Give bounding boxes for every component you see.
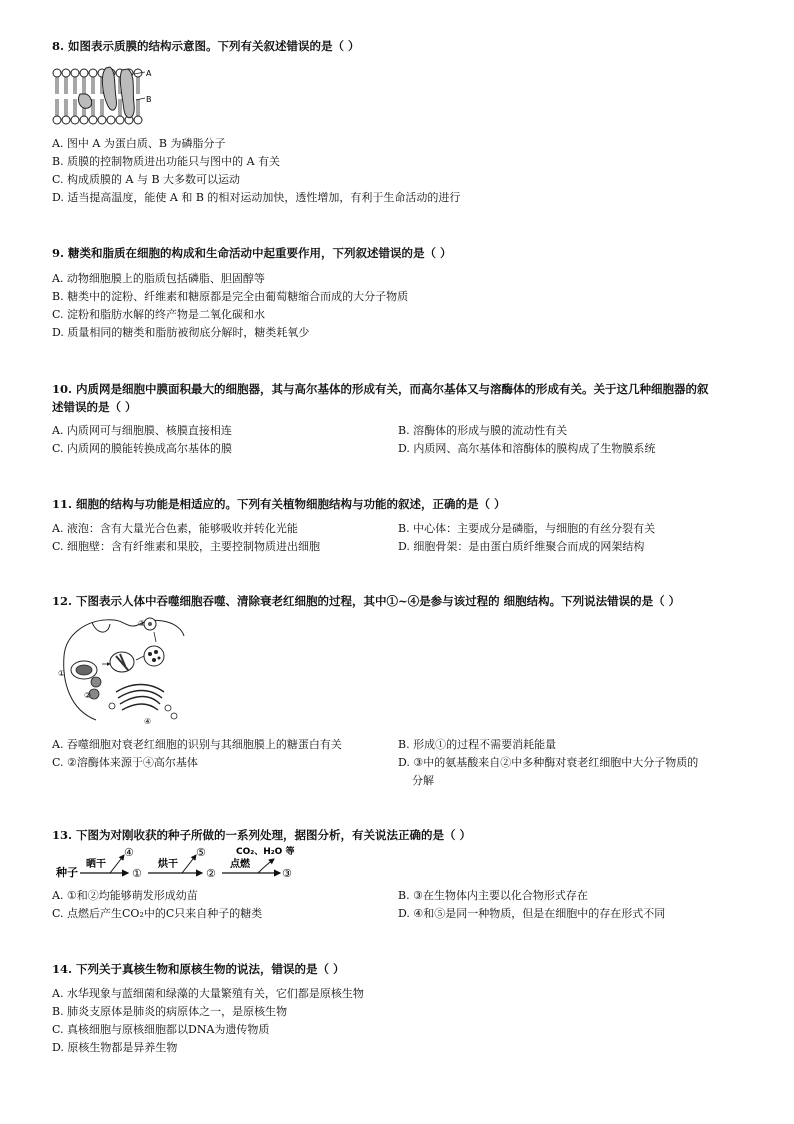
product-3: ③ xyxy=(282,867,292,880)
seed-treatment-flow xyxy=(52,843,312,881)
oven-dry-label: 烘干 xyxy=(158,859,178,870)
option-d: D. ③中的氨基酸来自②中多种酶对衰老红细胞中大分子物质的 xyxy=(398,756,699,769)
option-b: B. 溶酶体的形成与膜的流动性有关 xyxy=(398,424,568,437)
sun-dry-label: 晒干 xyxy=(86,859,106,870)
option-a: A. 吞噬细胞对衰老红细胞的识别与其细胞膜上的糖蛋白有关 xyxy=(52,738,342,751)
option-a: A. 水华现象与蓝细菌和绿藻的大量繁殖有关，它们都是原核生物 xyxy=(52,987,364,1000)
option-c: C. 构成质膜的 A 与 B 大多数可以运动 xyxy=(52,173,241,186)
option-c: C. 真核细胞与原核细胞都以DNA为遗传物质 xyxy=(52,1023,270,1036)
question-10-stem-line2: 述错误的是（ ） xyxy=(52,400,137,414)
option-a: A. 图中 A 为蛋白质、B 为磷脂分子 xyxy=(52,137,226,150)
option-a: A. ①和②均能够萌发形成幼苗 xyxy=(52,889,198,902)
product-5: ⑤ xyxy=(196,846,206,859)
label-1: ① xyxy=(58,669,66,678)
question-8-stem: 8. 如图表示质膜的结构示意图。下列有关叙述错误的是（ ） xyxy=(52,39,360,53)
option-c: C. 细胞壁：含有纤维素和果胶，主要控制物质进出细胞 xyxy=(52,540,321,553)
option-d: D. 原核生物都是异养生物 xyxy=(52,1041,178,1054)
seed-label: 种子 xyxy=(56,866,78,879)
option-b: B. 肺炎支原体是肺炎的病原体之一，是原核生物 xyxy=(52,1005,288,1018)
question-10-stem-line1: 10. 内质网是细胞中膜面积最大的细胞器，其与高尔基体的形成有关，而高尔基体又与溶酶体的形成有关。关于这几种细胞器的叙 xyxy=(52,382,709,396)
question-11-stem: 11. 细胞的结构与功能是相适应的。下列有关植物细胞结构与功能的叙述，正确的是（ ） xyxy=(52,497,506,511)
question-14-stem: 14. 下列关于真核生物和原核生物的说法，错误的是（ ） xyxy=(52,962,345,976)
membrane-diagram xyxy=(52,64,164,134)
label-b: B xyxy=(146,95,152,104)
option-d: D. ④和⑤是同一种物质，但是在细胞中的存在形式不同 xyxy=(398,907,666,920)
label-3: ③ xyxy=(138,619,146,628)
option-b: B. ③在生物体内主要以化合物形式存在 xyxy=(398,889,588,902)
option-d: D. 细胞骨架：是由蛋白质纤维聚合而成的网架结构 xyxy=(398,540,645,553)
product-2: ② xyxy=(206,867,216,880)
label-4: ④ xyxy=(144,717,152,726)
option-b: B. 中心体：主要成分是磷脂，与细胞的有丝分裂有关 xyxy=(398,522,656,535)
label-2: ② xyxy=(84,691,92,700)
option-c: C. 内质网的膜能转换成高尔基体的膜 xyxy=(52,442,233,455)
option-a: A. 内质网可与细胞膜、核膜直接相连 xyxy=(52,424,232,437)
option-d: D. 内质网、高尔基体和溶酶体的膜构成了生物膜系统 xyxy=(398,442,656,455)
option-c: C. ②溶酶体来源于④高尔基体 xyxy=(52,756,198,769)
option-a: A. 动物细胞膜上的脂质包括磷脂、胆固醇等 xyxy=(52,272,265,285)
option-a: A. 液泡：含有大量光合色素，能够吸收并转化光能 xyxy=(52,522,298,535)
option-b: B. 质膜的控制物质进出功能只与图中的 A 有关 xyxy=(52,155,281,168)
option-c: C. 点燃后产生CO₂中的C只来自种子的糖类 xyxy=(52,907,263,920)
option-d-continuation: 分解 xyxy=(412,774,434,787)
option-d: D. 质量相同的糖类和脂肪被彻底分解时，糖类耗氧少 xyxy=(52,326,310,339)
question-13-stem: 13. 下图为对刚收获的种子所做的一系列处理，据图分析，有关说法正确的是（ ） xyxy=(52,828,472,842)
option-d: D. 适当提高温度，能使 A 和 B 的相对运动加快，透性增加，有利于生命活动的进行 xyxy=(52,191,461,204)
question-9-stem: 9. 糖类和脂质在细胞的构成和生命活动中起重要作用，下列叙述错误的是（ ） xyxy=(52,246,452,260)
ignite-label: 点燃 xyxy=(230,859,250,870)
product-4: ④ xyxy=(124,846,134,859)
gas-products: CO₂、H₂O 等 xyxy=(236,847,295,857)
option-b: B. 糖类中的淀粉、纤维素和糖原都是完全由葡萄糖缩合而成的大分子物质 xyxy=(52,290,409,303)
product-1: ① xyxy=(132,867,142,880)
question-12-stem: 12. 下图表示人体中吞噬细胞吞噬、清除衰老红细胞的过程，其中①~④是参与该过程的 细胞结构。下列说法错误的是（ ） xyxy=(52,594,681,608)
phagocytosis-diagram xyxy=(56,612,192,728)
label-a: A xyxy=(146,69,152,78)
option-b: B. 形成①的过程不需要消耗能量 xyxy=(398,738,557,751)
option-c: C. 淀粉和脂肪水解的终产物是二氧化碳和水 xyxy=(52,308,266,321)
